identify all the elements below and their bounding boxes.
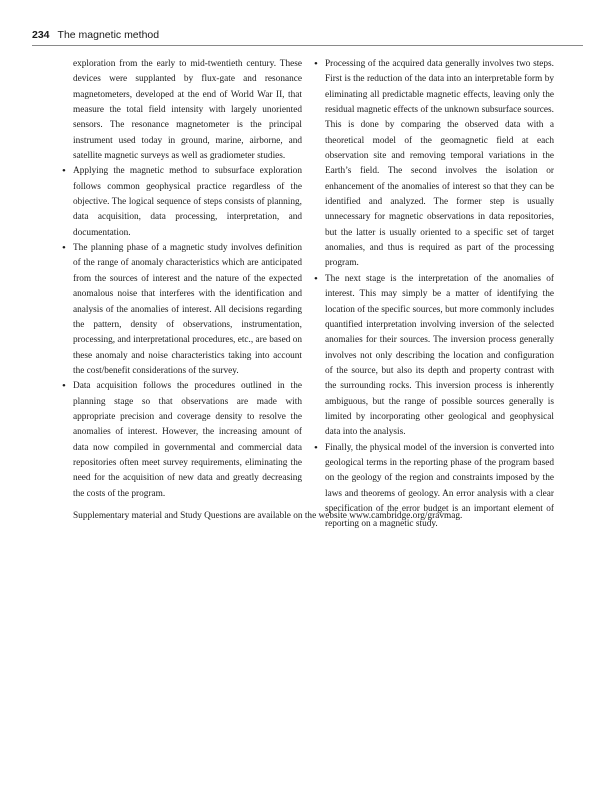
left-paragraph-continued: exploration from the early to mid-twentieth century. These devices were supplanted by flux-gate and resonance magnetometers, developed at the end of World War II, that measure the total field intensity with largely unoriented sensors. The resonance magnetometer is the principal instrument used today in ground, marine, airborne, and satellite magnetic surveys as well as gradiometer studies. <box>73 59 302 162</box>
running-title: The magnetic method <box>57 29 160 41</box>
page-number: 234 <box>32 29 50 41</box>
bullet-paragraph-reporting: • Finally, the physical model of the inversion is converted into geological terms in the reporting phase of the program based on the geology of the region and constraints imposed by the laws and theorems of geology. An error analysis with a clear specification of the error budget is an important element of reporting on a magnetic study. <box>325 441 554 533</box>
bullet-paragraph-planning: • The planning phase of a magnetic study involves definition of the range of anomaly characteristics which are anticipated from the sources of interest and the nature of the expected anomalous noise that interferes with the identification and analysis of the anomalies of interest. All decisions regarding the pattern, density of observations, instrumentation, processing, and interpretational procedures, etc., are based on these anomaly and noise characteristics taking into account the cost/benefit considerations of the survey. <box>73 241 302 379</box>
left-column <box>73 57 302 502</box>
bullet-paragraph-processing: • Processing of the acquired data generally involves two steps. First is the reduction of the data into an interpretable form by eliminating all predictable magnetic effects, leaving only the residual magnetic effects of the unknown subsurface sources. This is done by comparing the observed data with a theoretical model of the geomagnetic field at each observation site and removing temporal variations in the Earth’s field. The second involves the isolation or enhancement of the anomalies of interest so that they can be identified and analyzed. The former step is usually unnecessary for magnetic observations in data repositories, but the latter is usually oriented to a specific set of target anomalies, and thus is required as part of the processing program. <box>325 57 554 272</box>
running-head <box>32 25 583 45</box>
right-column <box>325 57 554 533</box>
supplementary-note: Supplementary material and Study Questions are available on the website www.cambridge.org/gravmag. <box>73 511 463 521</box>
bullet-paragraph-interpretation: • The next stage is the interpretation of the anomalies of interest. This may simply be a matter of identifying the location of the specific sources, but more commonly includes quantified interpretation involving inversion of the selected anomalies for their sources. The inversion process generally involves not only describing the location and configuration of the source, but also its depth and property contrast with the surrounding rocks. This inversion process is inherently ambiguous, but the range of possible sources generally is limited by incorporating other geological and geophysical data into the analysis. <box>325 272 554 441</box>
header-rule <box>32 45 583 46</box>
bullet-paragraph-applying: • Applying the magnetic method to subsurface exploration follows common geophysical practice regardless of the objective. The logical sequence of steps consists of planning, data acquisition, data processing, interpretation, and documentation. <box>73 164 302 241</box>
bullet-paragraph-acquisition: • Data acquisition follows the procedures outlined in the planning stage so that observations are made with appropriate precision and coverage density to resolve the anomalies of interest. However, the increasing amount of data now compiled in governmental and commercial data repositories often meet survey requirements, eliminating the need for the acquisition of new data and greatly decreasing the costs of the program. <box>73 379 302 502</box>
